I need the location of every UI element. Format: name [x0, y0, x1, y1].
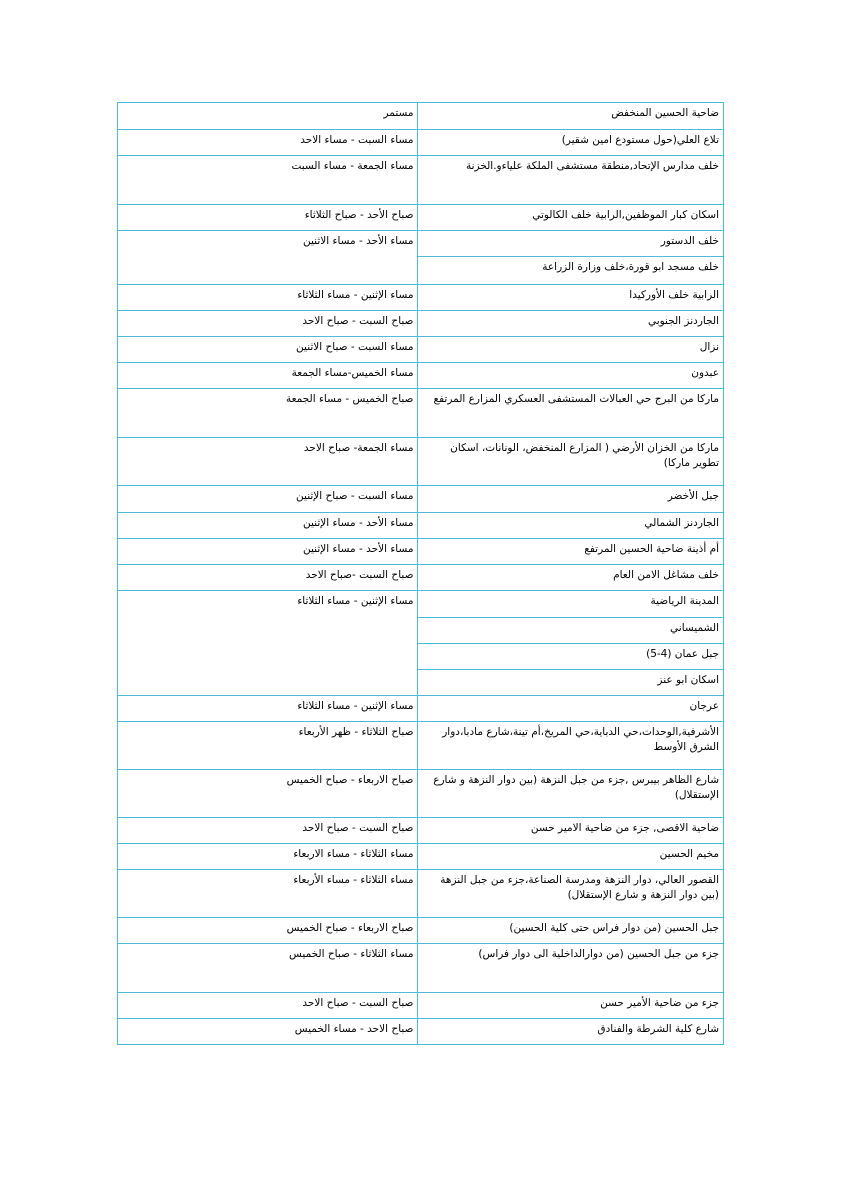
area-cell: الشميساني	[418, 618, 724, 644]
water-schedule-table	[117, 102, 724, 1045]
area-cell: خلف مشاغل الامن العام	[418, 565, 724, 591]
time-cell: مساء الجمعة - مساء السبت	[118, 156, 418, 205]
area-cell: جزء من جبل الحسين (من دوارالداخلية الى دوار فراس)	[418, 944, 724, 993]
table-row	[118, 993, 724, 1019]
table-row	[118, 130, 724, 156]
table-row	[118, 311, 724, 337]
area-cell: نزال	[418, 337, 724, 363]
area-cell: القصور العالي، دوار النزهة ومدرسة الصناعة،جزء من جبل النزهة (بين دوار النزهة و شارع الإستقلال)	[418, 870, 724, 918]
time-cell: مساء الجمعة- صباح الاحد	[118, 438, 418, 486]
time-cell: مساء الخميس-مساء الجمعة	[118, 363, 418, 389]
area-cell: ضاحية الاقصى, جزء من ضاحية الامير حسن	[418, 818, 724, 844]
table-row	[118, 156, 724, 205]
table-row	[118, 486, 724, 513]
table-row	[118, 285, 724, 311]
table-row	[118, 591, 724, 618]
area-cell: الرابية خلف الأوركيدا	[418, 285, 724, 311]
time-cell: مساء الإثنين - مساء الثلاثاء	[118, 696, 418, 722]
time-cell: صباح الاحد - مساء الخميس	[118, 1019, 418, 1045]
area-cell: ماركا من الخزان الأرضي ( المزارع المنخفض، الونانات، اسكان تطوير ماركا)	[418, 438, 724, 486]
table-row	[118, 722, 724, 770]
area-cell: اسكان ابو عنز	[418, 670, 724, 696]
area-cell: اسكان كبار الموظفين,الرابية خلف الكالوتي	[418, 205, 724, 231]
table-row	[118, 770, 724, 818]
time-cell: مساء السبت - صباح الإثنين	[118, 486, 418, 513]
area-cell: أم أذينة ضاحية الحسين المرتفع	[418, 539, 724, 565]
table-row	[118, 363, 724, 389]
time-cell: مساء الأحد - مساء الاثنين	[118, 231, 418, 285]
area-cell: المدينة الرياضية	[418, 591, 724, 618]
time-cell: صباح الاربعاء - صباح الخميس	[118, 918, 418, 944]
table-row	[118, 205, 724, 231]
table-row	[118, 513, 724, 539]
table-row	[118, 944, 724, 993]
table-row	[118, 818, 724, 844]
area-cell: خلف مدارس الإتحاد,منطقة مستشفى الملكة علياءو.الخزنة	[418, 156, 724, 205]
table-row	[118, 103, 724, 130]
time-cell: صباح السبت - صباح الاحد	[118, 818, 418, 844]
table-row	[118, 565, 724, 591]
area-cell: جبل الحسين (من دوار فراس حتى كلية الحسين)	[418, 918, 724, 944]
area-cell: خلف مسجد ابو قورة،خلف وزارة الزراعة	[418, 257, 724, 285]
area-cell: شارع كلية الشرطة والفنادق	[418, 1019, 724, 1045]
area-cell: الجاردنز الشمالي	[418, 513, 724, 539]
table-row	[118, 844, 724, 870]
table-row	[118, 389, 724, 438]
area-cell: عبدون	[418, 363, 724, 389]
area-cell: الجاردنز الجنوبي	[418, 311, 724, 337]
area-cell: خلف الدستور	[418, 231, 724, 257]
time-cell: مساء السبت - مساء الاحد	[118, 130, 418, 156]
time-cell: صباح الخميس - مساء الجمعة	[118, 389, 418, 438]
table-row	[118, 696, 724, 722]
area-cell: جبل الأخضر	[418, 486, 724, 513]
table-row	[118, 337, 724, 363]
time-cell: مستمر	[118, 103, 418, 130]
table-row	[118, 438, 724, 486]
table-row	[118, 918, 724, 944]
time-cell: مساء الثلاثاء - صباح الخميس	[118, 944, 418, 993]
time-cell: صباح الثلاثاء - ظهر الأربعاء	[118, 722, 418, 770]
table-body	[118, 103, 724, 1045]
area-cell: شارع الظاهر بيبرس ,جزء من جبل النزهة (بين دوار النزهة و شارع الإستقلال)	[418, 770, 724, 818]
area-cell: الأشرفية,الوحدات،حي الدباية،حي المريخ،أم تينة،شارع مادبا،دوار الشرق الأوسط	[418, 722, 724, 770]
time-cell: صباح الأحد - صباح الثلاثاء	[118, 205, 418, 231]
time-cell: صباح السبت - صباح الاحد	[118, 311, 418, 337]
area-cell: مخيم الحسين	[418, 844, 724, 870]
area-cell: جبل عمان (4-5)	[418, 644, 724, 670]
table-row	[118, 1019, 724, 1045]
time-cell: مساء الأحد - مساء الإثنين	[118, 539, 418, 565]
time-cell: صباح السبت - صباح الاحد	[118, 993, 418, 1019]
time-cell: مساء الإثنين - مساء الثلاثاء	[118, 591, 418, 696]
area-cell: ماركا من البرج حي العبالات المستشفى العسكري المزارع المرتفع	[418, 389, 724, 438]
table-row	[118, 539, 724, 565]
time-cell: مساء الأحد - مساء الإثنين	[118, 513, 418, 539]
time-cell: مساء الثلاثاء - مساء الاربعاء	[118, 844, 418, 870]
time-cell: مساء الثلاثاء - مساء الأربعاء	[118, 870, 418, 918]
time-cell: مساء السبت - صباح الاثنين	[118, 337, 418, 363]
time-cell: صباح الاربعاء - صباح الخميس	[118, 770, 418, 818]
table-row	[118, 870, 724, 918]
area-cell: تلاع العلي(حول مستودع امين شقير)	[418, 130, 724, 156]
area-cell: ضاحية الحسين المنخفض	[418, 103, 724, 130]
area-cell: عرجان	[418, 696, 724, 722]
table-row	[118, 231, 724, 257]
area-cell: جزء من ضاحية الأمير حسن	[418, 993, 724, 1019]
time-cell: صباح السبت -صباح الاحد	[118, 565, 418, 591]
time-cell: مساء الإثنين - مساء الثلاثاء	[118, 285, 418, 311]
